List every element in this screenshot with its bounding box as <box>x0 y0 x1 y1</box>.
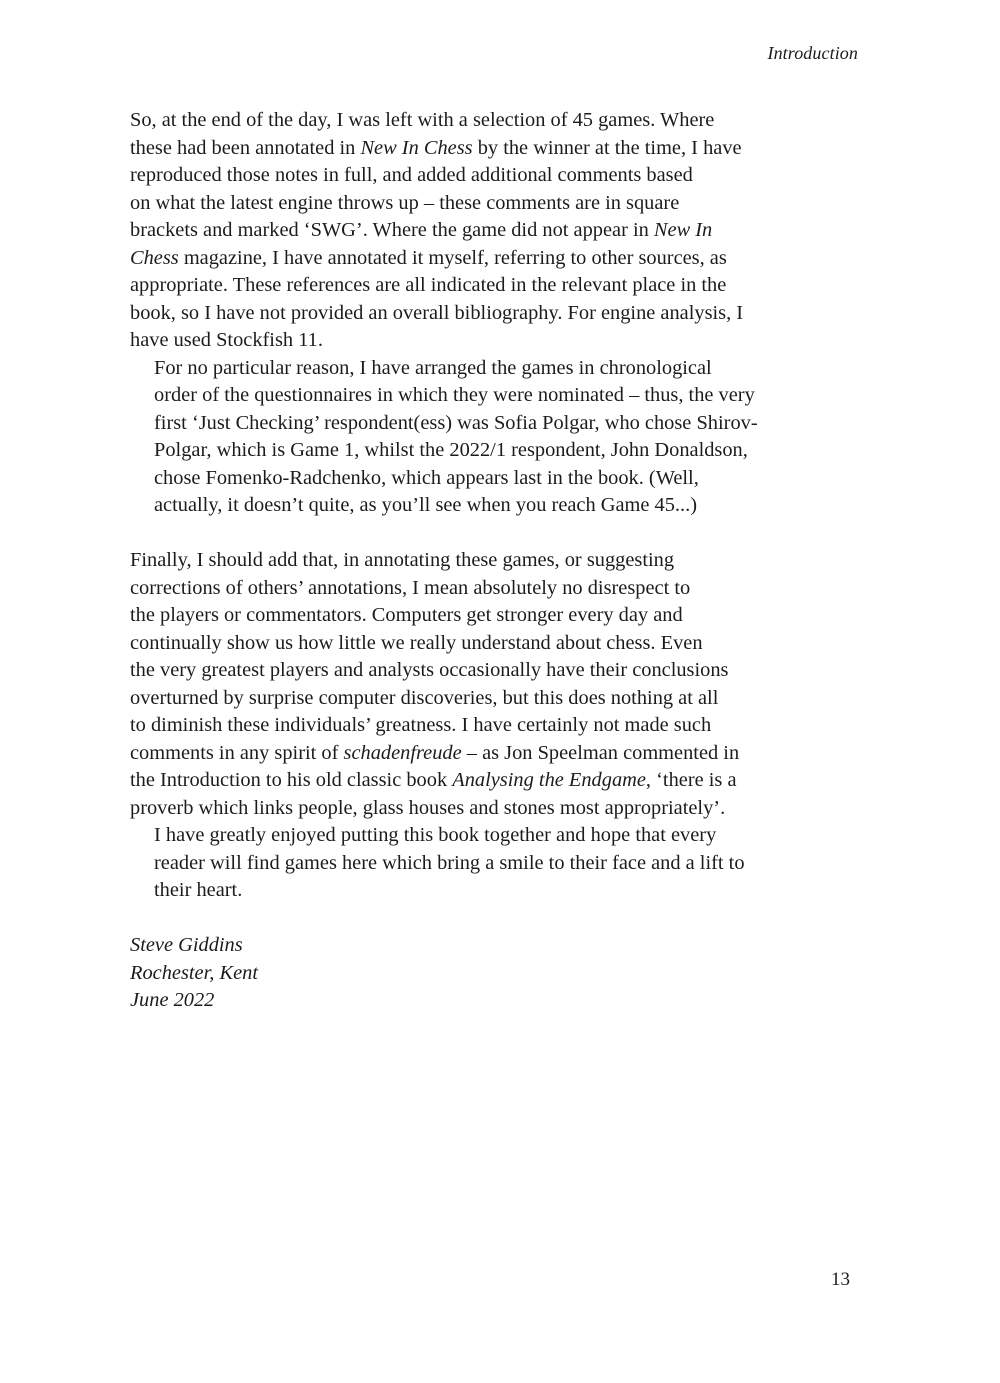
text-line: the Introduction to his old classic book Analysing the Endgame, ‘there is a <box>130 769 737 791</box>
text-line: brackets and marked ‘SWG’. Where the game did not appear in New In <box>130 219 713 241</box>
paragraph-1 <box>130 107 866 355</box>
text-line: book, so I have not provided an overall bibliography. For engine analysis, I <box>130 301 744 324</box>
text-line: have used Stockfish 11. <box>130 329 323 351</box>
paragraph-2 <box>130 355 866 520</box>
italic-title: New In <box>653 219 713 241</box>
page-number: 13 <box>831 1269 850 1290</box>
italic-title: Analysing the Endgame <box>452 769 646 791</box>
italic-title: Chess <box>130 246 179 269</box>
text-line: corrections of others’ annotations, I mean absolutely no disrespect to <box>130 576 691 599</box>
text-line: So, at the end of the day, I was left with a selection of 45 games. Where <box>130 109 715 131</box>
text-line: comments in any spirit of schadenfreude – as Jon Speelman commented in <box>130 741 740 764</box>
text-line: For no particular reason, I have arranged the games in chronological <box>154 356 712 379</box>
italic-title: schadenfreude <box>343 741 462 764</box>
text-line: continually show us how little we really understand about chess. Even <box>130 631 703 654</box>
text-line: the very greatest players and analysts occasionally have their conclusions <box>130 659 729 681</box>
paragraph-3 <box>130 547 866 822</box>
text-line: appropriate. These references are all indicated in the relevant place in the <box>130 274 727 296</box>
text-line: first ‘Just Checking’ respondent(ess) was Sofia Polgar, who chose Shirov- <box>154 411 758 434</box>
text-line: overturned by surprise computer discoveries, but this does nothing at all <box>130 686 719 709</box>
text-line: on what the latest engine throws up – these comments are in square <box>130 191 680 214</box>
paragraph-4 <box>130 822 866 905</box>
text-line: Chess magazine, I have annotated it myself, referring to other sources, as <box>130 246 727 269</box>
text-line: reproduced those notes in full, and added additional comments based <box>130 164 693 186</box>
text-line: chose Fomenko-Radchenko, which appears last in the book. (Well, <box>154 466 699 489</box>
text-line: proverb which links people, glass houses and stones most appropriately’. <box>130 796 726 819</box>
signature-block <box>130 932 866 1015</box>
text-line: Finally, I should add that, in annotating these games, or suggesting <box>130 549 675 571</box>
running-head: Introduction <box>767 43 858 63</box>
text-line: to diminish these individuals’ greatness. I have certainly not made such <box>130 714 712 736</box>
text-line: order of the questionnaires in which they were nominated – thus, the very <box>154 384 755 406</box>
italic-title: New In Chess <box>360 136 473 159</box>
text-line: their heart. <box>154 879 243 901</box>
text-line: reader will find games here which bring a smile to their face and a lift to <box>154 851 745 874</box>
text-line: actually, it doesn’t quite, as you’ll see when you reach Game 45...) <box>154 494 698 516</box>
author-date: June 2022 <box>130 989 215 1011</box>
author-name: Steve Giddins <box>130 934 243 956</box>
author-place: Rochester, Kent <box>130 961 258 984</box>
text-line: these had been annotated in New In Chess by the winner at the time, I have <box>130 136 742 159</box>
text-line: I have greatly enjoyed putting this book together and hope that every <box>154 824 717 846</box>
body-text <box>130 107 866 1015</box>
text-line: the players or commentators. Computers get stronger every day and <box>130 604 683 626</box>
text-line: Polgar, which is Game 1, whilst the 2022/1 respondent, John Donaldson, <box>154 439 748 461</box>
